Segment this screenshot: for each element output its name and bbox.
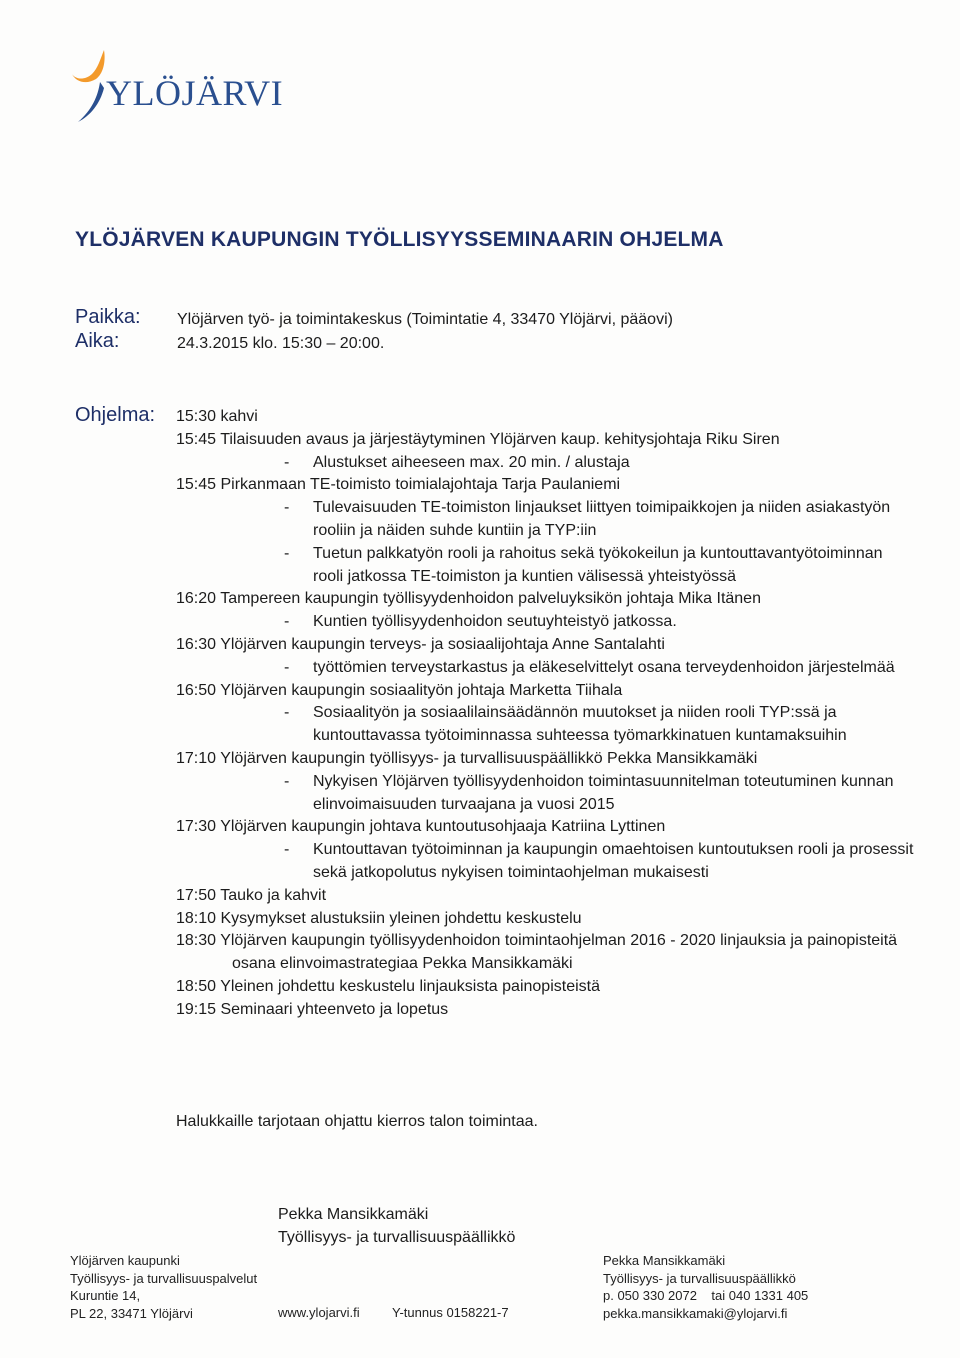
program-item: 15:45 Pirkanmaan TE-toimisto toimialajohtaja Tarja Paulaniemi [176, 476, 621, 494]
program-item: 17:10 Ylöjärven kaupungin työllisyys- ja turvallisuuspäällikkö Pekka Mansikkamäki [176, 749, 758, 767]
program-item: 16:30 Ylöjärven kaupungin terveys- ja sosiaalijohtaja Anne Santalahti [176, 635, 665, 653]
footer-web[interactable]: www.ylojarvi.fi [278, 1305, 360, 1320]
program-subitem-text: Nykyisen Ylöjärven työllisyydenhoidon toimintasuunnitelman toteutuminen kunnan elinvoimaisuuden turvaajana ja vuosi 2015 [313, 772, 894, 813]
footer-contact-name: Pekka Mansikkamäki [603, 1253, 726, 1268]
bullet-dash: - [284, 499, 290, 517]
program-label: Ohjelma: [75, 404, 156, 426]
bullet-dash: - [284, 772, 290, 790]
footer-business-id: Y-tunnus 0158221-7 [392, 1305, 509, 1320]
footer-unit: Työllisyys- ja turvallisuuspalvelut [70, 1270, 258, 1286]
program-subitem [176, 611, 916, 634]
program-item: 15:45 Tilaisuuden avaus ja järjestäytyminen Ylöjärven kaup. kehitysjohtaja Riku Siren [176, 430, 780, 448]
document-title: YLÖJÄRVEN KAUPUNGIN TYÖLLISYYSSEMINAARIN OHJELMA [75, 228, 724, 251]
bullet-dash: - [284, 841, 290, 859]
program-subitem-text: työttömien terveystarkastus ja eläkeselvittelyt osana terveydenhoidon järjestelmää [313, 658, 895, 676]
bullet-dash: - [284, 613, 290, 631]
place-label: Paikka: [75, 306, 141, 328]
footer-street: Kuruntie 14, [70, 1288, 141, 1303]
program-item: 16:20 Tampereen kaupungin työllisyydenhoidon palveluyksikön johtaja Mika Itänen [176, 590, 761, 608]
footer-email[interactable]: pekka.mansikkamaki@ylojarvi.fi [603, 1305, 788, 1321]
bullet-dash: - [284, 453, 290, 471]
program-subitem [176, 702, 916, 748]
bullet-dash: - [284, 658, 290, 676]
footer-contact [603, 1252, 808, 1322]
tour-note: Halukkaille tarjotaan ohjattu kierros talon toimintaa. [176, 1113, 538, 1130]
bullet-dash: - [284, 704, 290, 722]
program-subitem-text: Sosiaalityön ja sosiaalilainsäädännön muutokset ja niiden rooli TYP:ssä ja kuntouttavassa työtoiminnassa suhteessa työmarkkinatuen kuntamaksuihin [313, 704, 847, 745]
program-item: 18:10 Kysymykset alustuksiin yleinen johdettu keskustelu [176, 909, 582, 927]
program-item: 19:15 Seminaari yhteenveto ja lopetus [176, 1000, 449, 1018]
footer-contact-role: Työllisyys- ja turvallisuuspäällikkö [603, 1270, 796, 1286]
program-subitem [176, 657, 916, 680]
footer-address [70, 1252, 257, 1322]
program-item: 18:50 Yleinen johdettu keskustelu linjauksista painopisteistä [176, 977, 600, 995]
signature-role: Työllisyys- ja turvallisuuspäällikkö [278, 1229, 516, 1246]
program-subitem-text: Tuetun palkkatyön rooli ja rahoitus sekä työkokeilun ja kuntouttavantyötoiminnan rooli jatkossa TE-toimiston ja kuntien välisessä yhteistyössä [313, 544, 883, 585]
program-subitem [176, 452, 916, 475]
footer-phone: p. 050 330 2072 tai 040 1331 405 [603, 1288, 809, 1303]
program-subitem-text: Alustukset aiheeseen max. 20 min. / alustaja [313, 453, 630, 471]
program-item: 17:50 Tauko ja kahvit [176, 886, 327, 904]
program-item: 16:50 Ylöjärven kaupungin sosiaalityön johtaja Marketta Tiihala [176, 681, 623, 699]
time-value: 24.3.2015 klo. 15:30 – 20:00. [177, 335, 385, 352]
program-subitem-text: Tulevaisuuden TE-toimiston linjaukset liittyen toimipaikkojen ja niiden asiakastyön rooliin ja näiden suhde kuntiin ja TYP:iin [313, 499, 891, 539]
signature-block [278, 1203, 515, 1249]
time-label: Aika: [75, 330, 120, 352]
ylojarvi-logo [70, 48, 300, 128]
program-list [176, 406, 916, 1022]
footer-postal: PL 22, 33471 Ylöjärvi [70, 1305, 193, 1321]
place-value: Ylöjärven työ- ja toimintakeskus (Toimintatie 4, 33470 Ylöjärvi, pääovi) [177, 311, 673, 328]
program-subitem [176, 771, 916, 817]
program-subitem-text: Kuntien työllisyydenhoidon seutuyhteistyö jatkossa. [313, 613, 677, 631]
program-subitem [176, 543, 916, 589]
program-item: 17:30 Ylöjärven kaupungin johtava kuntoutusohjaaja Katriina Lyttinen [176, 818, 666, 836]
signature-name: Pekka Mansikkamäki [278, 1206, 429, 1223]
footer-org: Ylöjärven kaupunki [70, 1253, 180, 1268]
program-subitem [176, 497, 916, 543]
program-item: 18:30 Ylöjärven kaupungin työllisyydenhoidon toimintaohjelman 2016 - 2020 linjauksia ja painopisteitä osana elinvoimastrategiaa Pekka Mansikkamäki [176, 932, 898, 973]
program-subitem [176, 839, 916, 885]
logo-text: YLÖJÄRVI [106, 73, 284, 113]
bullet-dash: - [284, 544, 290, 562]
program-item: 15:30 kahvi [176, 408, 258, 425]
program-subitem-text: Kuntouttavan työtoiminnan ja kaupungin omaehtoisen kuntoutuksen rooli ja prosessit sekä jatkopolutus nykyisen toimintaohjelman mukaisesti [313, 841, 914, 881]
